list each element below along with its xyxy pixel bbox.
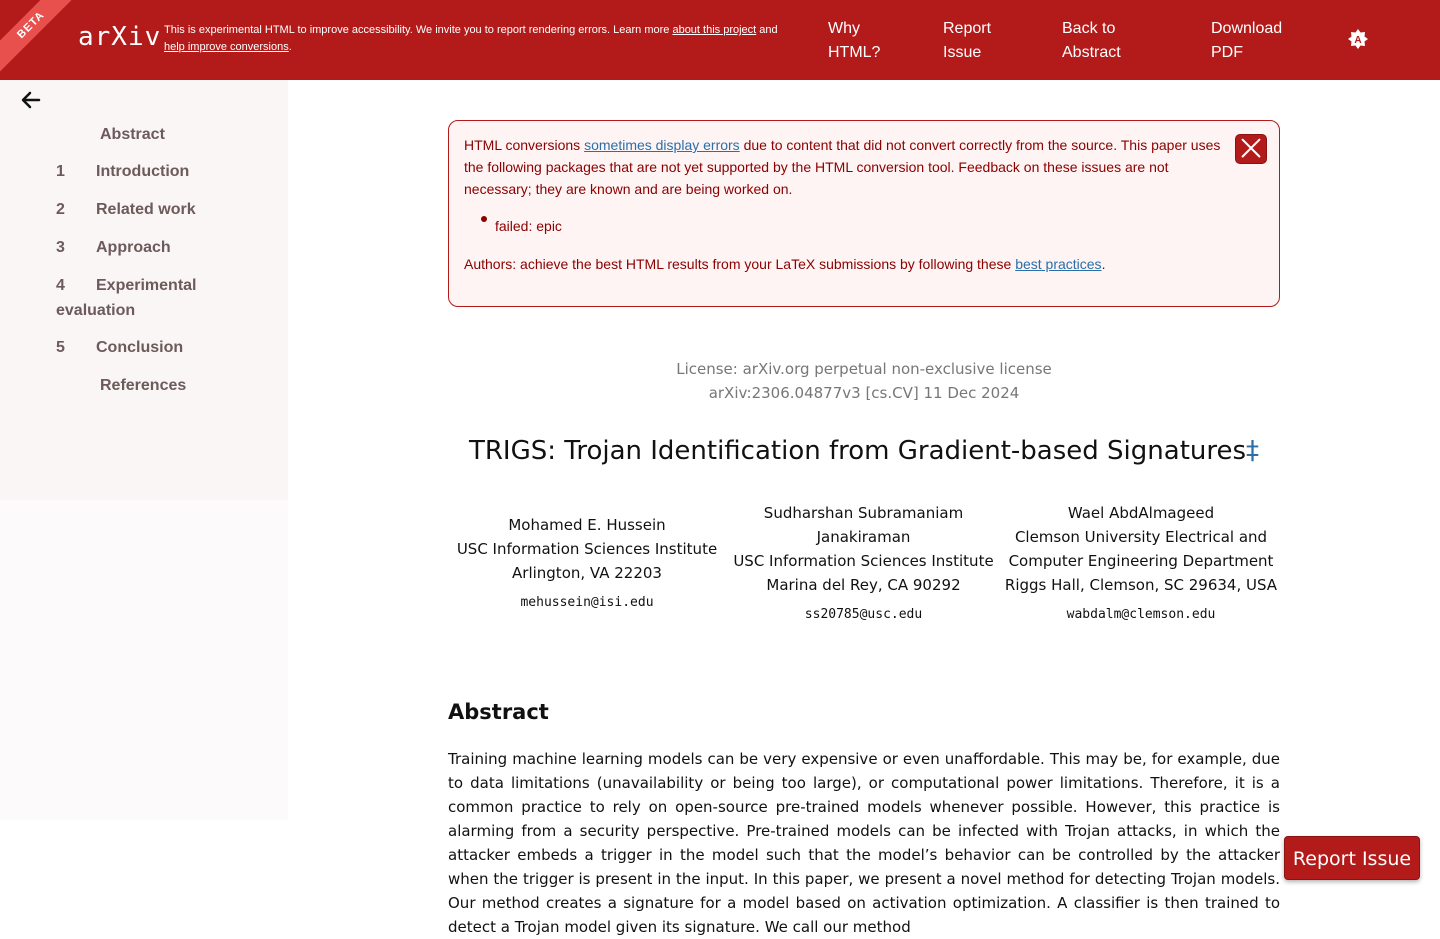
about-project-link[interactable]: about this project xyxy=(672,24,757,36)
arxiv-logo[interactable]: arXiv xyxy=(78,22,162,52)
toc-num-5: 5 xyxy=(56,339,65,356)
close-warning-button[interactable] xyxy=(1235,134,1267,164)
author-name: Mohamed E. Hussein xyxy=(508,516,666,534)
beta-ribbon: BETA xyxy=(0,0,85,79)
toc-item-related-work[interactable]: Related work xyxy=(96,201,196,218)
bullet-dot xyxy=(481,216,487,222)
toc-num-1: 1 xyxy=(56,163,65,180)
toc-num-3: 3 xyxy=(56,239,65,256)
abstract-text: Training machine learning models can be very expensive or even unaffordable. This may be, for example, due to data limitations (unavailability or being too large), or computational power limitations. Therefore, it is a common practice to rely on open-source pre-trained models whenever possible. However, this practice is alarming from a security perspective. Pre-trained models can be infected with Trojan attacks, in which the attacker embeds a trigger in the model such that the model’s behavior can be controlled by the attacker when the trigger is present in the input. In this paper, we present a novel method for detecting Trojan models. Our method creates a signature for a model based on activation optimization. A classifier is then trained to detect a Trojan model given its signature. We call our method xyxy=(448,750,1280,936)
toc-item-approach[interactable]: Approach xyxy=(96,239,171,256)
warning-text-a: HTML conversions xyxy=(464,137,581,153)
arrow-left-icon[interactable] xyxy=(20,89,42,111)
toc-item-references[interactable]: References xyxy=(100,377,187,394)
svg-text:A: A xyxy=(1354,35,1362,46)
report-issue-link[interactable]: Report Issue xyxy=(943,20,992,61)
notice-and: and xyxy=(759,24,778,36)
author-affiliation-cont: Computer Engineering Department xyxy=(1008,552,1274,570)
warning-paragraph xyxy=(464,134,1224,200)
authors-note-text: Authors: achieve the best HTML results from your LaTeX submissions by following these xyxy=(464,256,1012,272)
author-affiliation: Clemson University Electrical and xyxy=(1014,528,1268,546)
author-block-3 xyxy=(1001,501,1281,627)
failed-package: failed: epic xyxy=(495,218,562,234)
author-email: wabdalm@clemson.edu xyxy=(1066,607,1216,622)
toc-item-conclusion[interactable]: Conclusion xyxy=(96,339,184,356)
download-pdf-link[interactable]: Download PDF xyxy=(1211,20,1283,61)
notice-text: This is experimental HTML to improve accessibility. We invite you to report rendering errors. Learn more xyxy=(164,24,670,36)
toc-num-4: 4 xyxy=(56,277,65,294)
theme-toggle-icon[interactable] xyxy=(1348,29,1368,49)
warning-text-b: due to content that did not convert correctly from the source. This paper uses the following packages that are not yet supported by the HTML conversion tool. Feedback on these issues are not necessary; they are known and are being worked on. xyxy=(464,137,1221,197)
title-footnote-mark[interactable]: ‡ xyxy=(1246,436,1260,466)
experimental-notice xyxy=(164,22,804,56)
toc-item-introduction[interactable]: Introduction xyxy=(96,163,190,180)
author-address: Riggs Hall, Clemson, SC 29634, USA xyxy=(1004,576,1278,594)
author-affiliation: USC Information Sciences Institute xyxy=(733,552,994,570)
author-block-2 xyxy=(726,501,1001,627)
author-block-1 xyxy=(448,513,726,615)
toc-item-experimental[interactable]: Experimental xyxy=(96,277,197,294)
author-email: ss20785@usc.edu xyxy=(804,607,923,622)
best-practices-link[interactable]: best practices xyxy=(1015,256,1102,272)
abstract-heading: Abstract xyxy=(448,700,549,724)
notice-end: . xyxy=(288,41,292,53)
close-icon xyxy=(1236,135,1266,163)
help-improve-link[interactable]: help improve conversions xyxy=(164,41,289,53)
report-issue-button[interactable]: Report Issue xyxy=(1284,836,1420,880)
top-banner xyxy=(0,0,1440,80)
arxiv-id-line: arXiv:2306.04877v3 [cs.CV] 11 Dec 2024 xyxy=(708,384,1020,402)
authors-note xyxy=(464,253,1264,275)
author-address: Arlington, VA 22203 xyxy=(512,564,662,582)
why-html-link[interactable]: Why HTML? xyxy=(828,20,881,61)
author-address: Marina del Rey, CA 90292 xyxy=(766,576,961,594)
toc-item-evaluation[interactable]: evaluation xyxy=(56,302,136,319)
author-name: Wael AbdAlmageed xyxy=(1067,504,1215,522)
toc-sidebar-lower xyxy=(0,500,288,820)
paper-title xyxy=(448,436,1280,466)
toc-num-2: 2 xyxy=(56,201,65,218)
paper-title-text: TRIGS: Trojan Identification from Gradient-based Signatures xyxy=(468,436,1247,466)
license-line: License: arXiv.org perpetual non-exclusive license xyxy=(676,360,1052,378)
author-name: Sudharshan Subramaniam xyxy=(763,504,964,522)
author-email: mehussein@isi.edu xyxy=(520,595,654,610)
author-affiliation: USC Information Sciences Institute xyxy=(456,540,718,558)
conversion-warning xyxy=(448,120,1280,307)
authors-note-end: . xyxy=(1101,256,1106,272)
display-errors-link[interactable]: sometimes display errors xyxy=(584,137,740,153)
toc-item-abstract[interactable]: Abstract xyxy=(100,126,165,143)
author-name-cont: Janakiraman xyxy=(816,528,911,546)
back-to-abstract-link[interactable]: Back to Abstract xyxy=(1062,20,1121,61)
